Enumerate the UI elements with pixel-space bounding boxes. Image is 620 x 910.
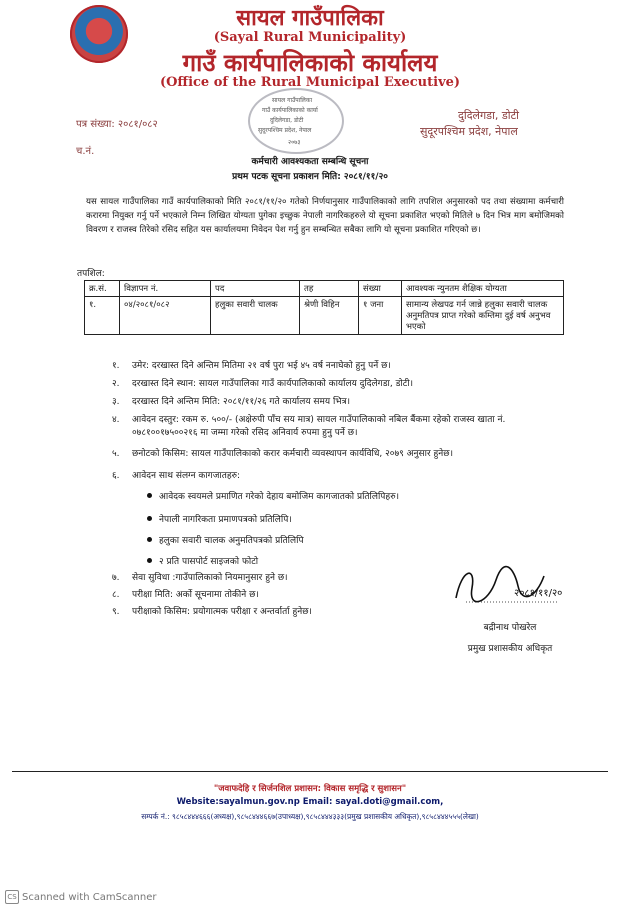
list-item-text: दरखास्त दिने अन्तिम मिति: २०८१/११/२६ गते कार्यालय समय भित्र। — [132, 397, 351, 407]
list-item-number: ३. — [112, 397, 120, 407]
bullet-icon — [147, 558, 152, 563]
footer-slogan: "जवाफदेहि र सिर्जनशिल प्रशासन: विकास समृद्धि र सुशासन" — [213, 784, 407, 794]
stamp-line: सायल गाउँपालिका — [272, 97, 313, 104]
list-item-number: ४. — [112, 415, 120, 425]
stamp-line: सुदूरपश्चिम प्रदेश, नेपाल — [258, 127, 312, 134]
list-item-number: ५. — [112, 449, 120, 459]
list-item-number: ८. — [112, 590, 120, 600]
list-item-text: परीक्षाको किसिम: प्रयोगात्मक परीक्षा र अन्तर्वार्ता हुनेछ। — [132, 607, 312, 617]
list-item-number: १. — [112, 361, 120, 371]
list-item-text: उमेर: दरखास्त दिने अन्तिम मितिमा २१ वर्ष पुरा भई ४५ वर्ष ननाघेको हुनु पर्ने छ। — [132, 361, 391, 371]
notice-subject: कर्मचारी आवश्यकता सम्बन्धि सूचना — [251, 157, 369, 167]
signature-date: २०८१/११/२० — [514, 588, 563, 599]
list-item-text: परीक्षा मिति: अर्को सूचनामा तोकीने छ। — [132, 590, 259, 600]
signatory-name: बद्रीनाथ पोखरेल — [483, 623, 537, 633]
scanner-watermark — [5, 890, 157, 904]
table-header-row — [85, 281, 564, 297]
attachment-text: हलुका सवारी चालक अनुमतिपत्रको प्रतिलिपि — [159, 536, 304, 546]
list-item-text: छनोटको किसिम: सायल गाउँपालिकाको करार कर्मचारी व्यवस्थापन कार्यविधि, २०७९ अनुसार हुनेछ। — [132, 449, 454, 459]
letter-number: पत्र संख्या: २०८१/०८२ — [76, 119, 158, 130]
list-item-text: सेवा सुविधा :गाउँपालिकाको नियमानुसार हुने छ। — [132, 573, 288, 583]
signatory-block — [450, 620, 570, 654]
table-cell: १. — [85, 297, 120, 335]
table-row — [85, 297, 564, 335]
attachment-text: नेपाली नागरिकता प्रमाणपत्रको प्रतिलिपि। — [159, 515, 292, 525]
list-item-text: आवेदन साथ संलग्न कागजातहरु: — [132, 471, 241, 481]
signatory-title: प्रमुख प्रशासकीय अधिकृत — [467, 644, 553, 654]
list-item-text: दरखास्त दिने स्थान: सायल गाउँपालिका गाउँ कार्यपालिकाको कार्यालय दुदिलेगडा, डोटी। — [132, 379, 414, 389]
municipality-name-np: सायल गाउँपालिका — [236, 6, 384, 31]
table-cell: सामान्य लेखपढ गर्न जान्ने हलुका सवारी चालक अनुमतिपत्र प्राप्त गरेको कम्तिमा दुई वर्ष अनुभव भएको — [402, 297, 564, 335]
office-place: दुदिलेगडा, डोटी — [458, 109, 520, 122]
table-header: तह — [300, 281, 359, 297]
list-item-number: ७. — [112, 573, 120, 583]
table-header: संख्या — [359, 281, 402, 297]
list-item-number: ९. — [112, 607, 120, 617]
office-name-en: (Office of the Rural Municipal Executive) — [159, 75, 461, 90]
footer-divider — [12, 771, 608, 772]
bullet-icon — [147, 537, 152, 542]
office-name-np: गाउँ कार्यपालिकाको कार्यालय — [182, 49, 438, 77]
list-item-text: आवेदन दस्तुर: रकम रु. ५००/- (अक्षेरुपी पाँच सय मात्र) सायल गाउँपालिकाको नबिल बैंकमा रहेको राजस्व खाता नं. ०७८१००१७५००२१६ मा जम्मा गरेको रसिद अनिवार्य रुपमा हुनु पर्ने छ। — [132, 415, 506, 438]
signature — [448, 558, 578, 613]
table-label: तपशिल: — [77, 269, 105, 279]
dispatch-number: च.नं. — [76, 146, 95, 157]
municipality-name-en: (Sayal Rural Municipality) — [213, 30, 407, 45]
attachment-text: आवेदक स्वयमले प्रमाणित गरेको देहाय बमोजिम कागजातको प्रतिलिपिहरु। — [159, 492, 399, 502]
watermark-text: Scanned with CamScanner — [22, 892, 157, 903]
table-header: विज्ञापन नं. — [120, 281, 211, 297]
list-item-number: २. — [112, 379, 120, 389]
table-header: क्र.सं. — [85, 281, 120, 297]
office-stamp — [248, 88, 344, 154]
publication-date: प्रथम पटक सूचना प्रकाशन मिति: २०८१/११/२० — [232, 172, 388, 182]
table-header: पद — [211, 281, 300, 297]
footer-website: Website:sayalmun.gov.np Email: sayal.doti@gmail.com, — [176, 797, 444, 807]
footer-contact: सम्पर्क नं.: ९८५८४४४६६६(अध्यक्ष),९८५८४४४६६७(उपाध्यक्ष),९८५८४४४३३३(प्रमुख प्रशासकीय अधिकृत),९८५८४४४५५५(लेखा) — [141, 812, 479, 821]
table-cell: ०४/२०८१/०८२ — [120, 297, 211, 335]
bullet-icon — [147, 493, 152, 498]
list-item-number: ६. — [112, 471, 120, 481]
table-cell: १ जना — [359, 297, 402, 335]
office-province: सुदूरपश्चिम प्रदेश, नेपाल — [420, 125, 518, 138]
table-cell: हलुका सवारी चालक — [211, 297, 300, 335]
bullet-icon — [147, 516, 152, 521]
stamp-line: २०७३ — [288, 139, 301, 146]
intro-paragraph: यस सायल गाउँपालिका गाउँ कार्यपालिकाको मिति २०८१/११/२० गतेको निर्णयानुसार गाउँपालिकाको लागि तपशिल अनुसारको पद तथा संख्यामा कर्मचारी करारमा नियुक्त गर्नु पर्ने भएकाले निम्न लिखित योग्यता पुगेका इच्छुक नेपाली नागरिकहरुले यो सूचना प्रकाशित भएको मितिले ७ दिन भित्र माग बमोजिमको विवरण र राजस्व तिरेको रसिद सहित यस कार्यालयमा निवेदन पेश गर्नु हुन सम्बन्धित सबैका लागि यो सूचना प्रकाशित गरिएको छ। — [86, 197, 564, 235]
attachment-text: २ प्रति पासपोर्ट साइजको फोटो — [159, 557, 259, 567]
stamp-line: गाउँ कार्यपालिकाको कार्या — [262, 107, 318, 114]
vacancy-table — [84, 280, 564, 335]
table-cell: श्रेणी विहिन — [300, 297, 359, 335]
table-header: आवश्यक न्युनतम शैक्षिक योग्यता — [402, 281, 564, 297]
camscanner-icon: CS — [5, 890, 19, 904]
stamp-line: दुदिलेगडा, डोटी — [270, 117, 304, 124]
